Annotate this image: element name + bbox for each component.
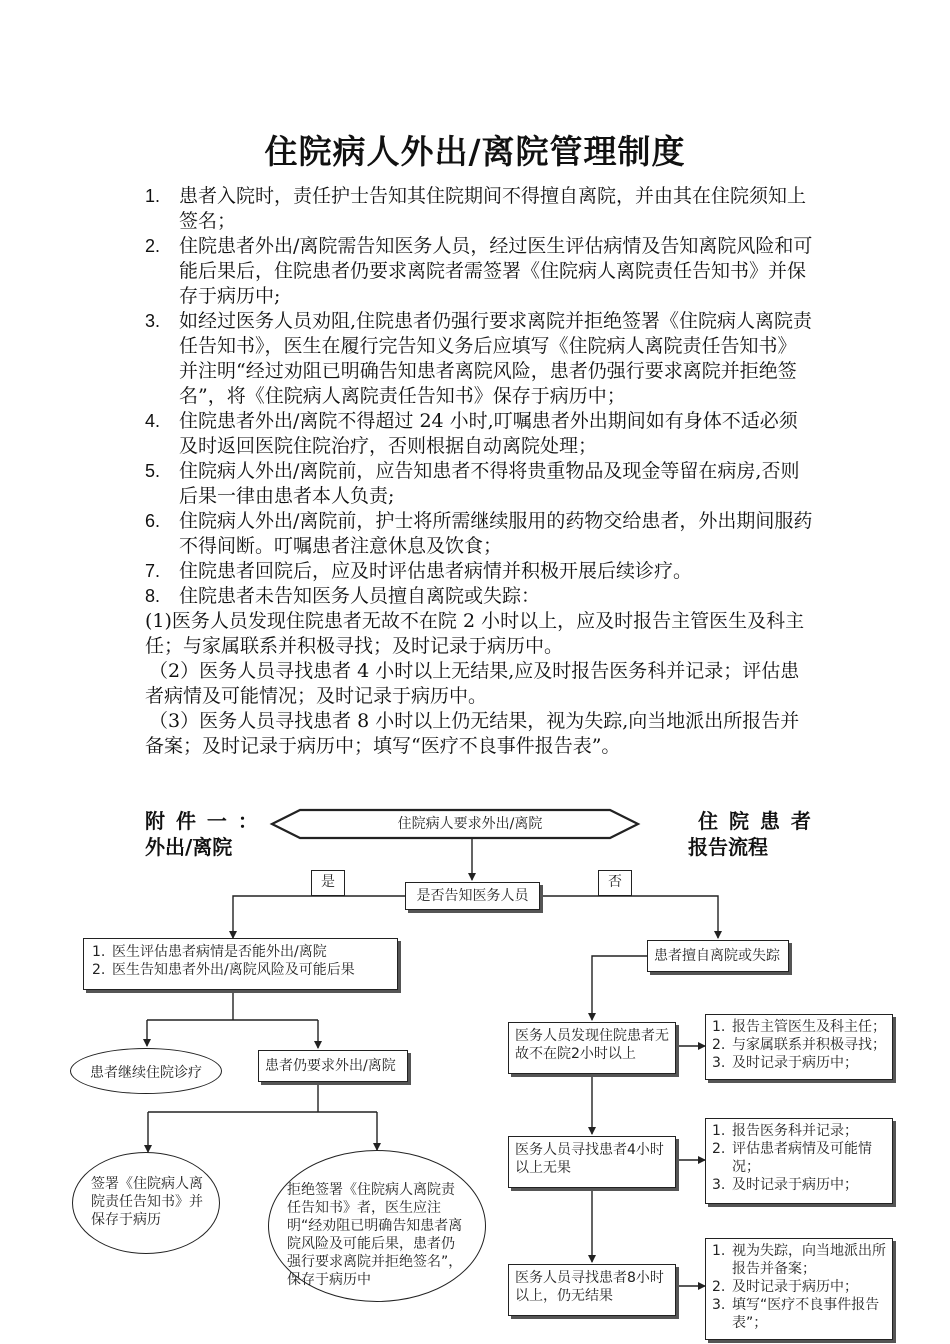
start-terminal: 住院病人要求外出/离院 bbox=[397, 816, 543, 832]
item-text: 住院病人外出/离院前，护士将所需继续服用的药物交给患者，外出期间服药不得间断。叮嘱患者注意休息及饮食； bbox=[179, 510, 813, 557]
evaluate-box bbox=[83, 938, 398, 990]
item-text: 住院患者未告知医务人员擅自离院或失踪： bbox=[179, 585, 541, 607]
attachment-label-right-line2: 报告流程 bbox=[688, 835, 768, 859]
action-2h-step: 1. 报告主管医生及科主任； bbox=[712, 1019, 886, 1035]
action-8h-step: 3. 填写“医疗不良事件报告表”； bbox=[712, 1297, 880, 1331]
attachment-label-left-line1: 附 件 一 ： bbox=[145, 809, 260, 833]
item-text: 住院患者外出/离院不得超过 24 小时,叮嘱患者外出期间如有身体不适必须及时返回医院住院治疗，否则根据自动离院处理； bbox=[179, 410, 798, 457]
item-number: 5. bbox=[145, 461, 161, 481]
item-number: 1. bbox=[145, 186, 161, 206]
evaluate-step: 1. 医生评估患者病情是否能外出/离院 bbox=[92, 944, 327, 960]
attachment-label-right-line1: 住 院 患 者 bbox=[698, 809, 813, 833]
sign-ellipse bbox=[72, 1152, 220, 1254]
found-2h-box: 医务人员发现住院患者无故不在院2小时以上 bbox=[508, 1022, 676, 1074]
action-4h-box bbox=[705, 1118, 893, 1204]
search-8h-box: 医务人员寻找患者8小时以上，仍无结果 bbox=[508, 1264, 676, 1316]
refuse-ellipse bbox=[268, 1150, 486, 1302]
attachment-label-left-line2: 外出/离院 bbox=[145, 835, 233, 859]
item-number: 8. bbox=[145, 586, 161, 606]
action-2h-step: 2. 与家属联系并积极寻找； bbox=[712, 1037, 886, 1053]
action-8h-step: 2. 及时记录于病历中； bbox=[712, 1279, 858, 1295]
action-4h-step: 2. 评估患者病情及可能情况； bbox=[712, 1141, 872, 1175]
item-number: 2. bbox=[145, 236, 161, 256]
item-text: 住院病人外出/离院前，应告知患者不得将贵重物品及现金等留在病房,否则后果一律由患者本人负责; bbox=[179, 460, 800, 507]
action-2h-step: 3. 及时记录于病历中； bbox=[712, 1055, 858, 1071]
sub-item: （3）医务人员寻找患者 8 小时以上仍无结果，视为失踪,向当地派出所报告并备案；及时记录于病历中；填写“医疗不良事件报告表”。 bbox=[145, 710, 800, 757]
action-8h-box bbox=[705, 1238, 893, 1340]
item-text: 如经过医务人员劝阻,住院患者仍强行要求离院并拒绝签署《住院病人离院责任告知书》，医生在履行完告知义务后应填写《住院病人离院责任告知书》并注明“经过劝阻已明确告知患者离院风险，患者仍强行要求离院并拒绝签名”，将《住院病人离院责任告知书》保存于病历中； bbox=[179, 310, 813, 407]
action-4h-step: 1. 报告医务科并记录； bbox=[712, 1123, 858, 1139]
action-2h-box bbox=[705, 1014, 893, 1080]
sub-item: (1)医务人员发现住院患者无故不在院 2 小时以上，应及时报告主管医生及科主任；与家属联系并积极寻找；及时记录于病历中。 bbox=[145, 610, 805, 657]
item-number: 6. bbox=[145, 511, 161, 531]
item-text: 住院患者外出/离院需告知医务人员，经过医生评估病情及告知离院风险和可能后果后，住院患者仍要求离院者需签署《住院病人离院责任告知书》并保存于病历中; bbox=[179, 235, 813, 307]
page-title: 住院病人外出/离院管理制度 bbox=[264, 132, 686, 171]
search-4h-box: 医务人员寻找患者4小时以上无果 bbox=[508, 1136, 676, 1188]
evaluate-step: 2. 医生告知患者外出/离院风险及可能后果 bbox=[92, 962, 355, 978]
item-number: 4. bbox=[145, 411, 161, 431]
item-number: 3. bbox=[145, 311, 161, 331]
sign-label: 签署《住院病人离院责任告知书》并保存于病历 bbox=[91, 1176, 203, 1228]
item-text: 住院患者回院后，应及时评估患者病情并积极开展后续诊疗。 bbox=[179, 560, 693, 582]
no-label: 否 bbox=[598, 870, 632, 896]
insist-box: 患者仍要求外出/离院 bbox=[258, 1050, 408, 1082]
absent-box: 患者擅自离院或失踪 bbox=[647, 940, 789, 972]
refuse-label: 拒绝签署《住院病人离院责任告知书》者，医生应注明“经劝阻已明确告知患者离院风险及可能后果，患者仍强行要求离院并拒绝签名”，保存于病历中 bbox=[287, 1182, 463, 1288]
item-number: 7. bbox=[145, 561, 161, 581]
action-4h-step: 3. 及时记录于病历中； bbox=[712, 1177, 858, 1193]
sub-item: （2）医务人员寻找患者 4 小时以上无结果,应及时报告医务科并记录；评估患者病情及可能情况；及时记录于病历中。 bbox=[145, 660, 800, 707]
action-8h-step: 1. 视为失踪，向当地派出所报告并备案； bbox=[712, 1243, 886, 1277]
continue-label: 患者继续住院诊疗 bbox=[90, 1065, 202, 1081]
continue-ellipse bbox=[70, 1048, 222, 1094]
item-text: 患者入院时，责任护士告知其住院期间不得擅自离院，并由其在住院须知上签名； bbox=[179, 185, 807, 232]
decision-box: 是否告知医务人员 bbox=[405, 882, 540, 910]
yes-label: 是 bbox=[311, 870, 345, 896]
